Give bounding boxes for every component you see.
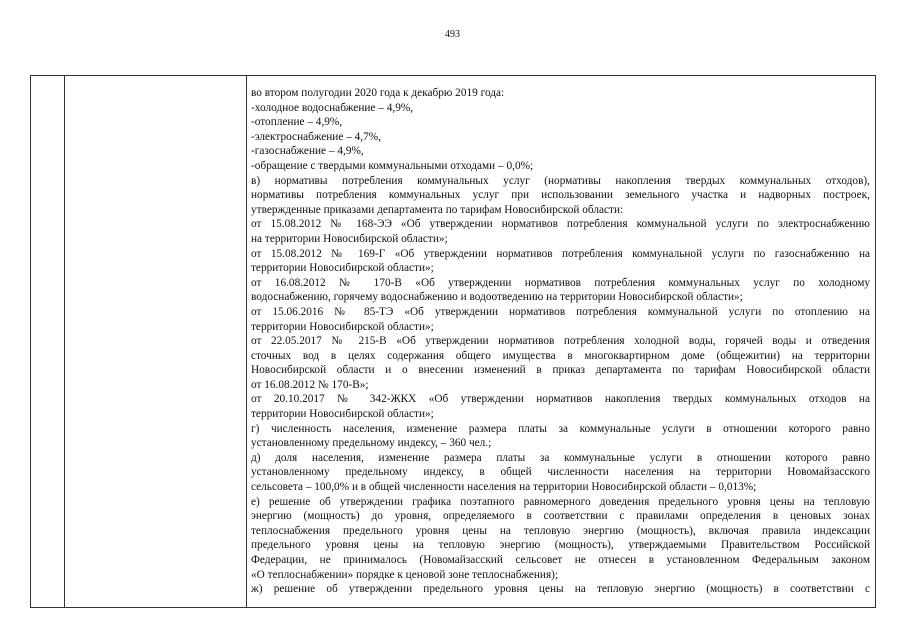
text-line: «О теплоснабжении» порядке к ценовой зоне теплоснабжения);	[251, 568, 559, 581]
text-line: сельсовета – 100,0% и в общей численности населения на территории Новосибирской области – 0,013%;	[251, 481, 757, 494]
text-line: территории Новосибирской области»;	[251, 320, 434, 333]
text-line: от 15.08.2012 № 168-ЭЭ «Об утверждении нормативов потребления коммунальной услуги по электроснабжению	[251, 218, 870, 231]
text-line: территории Новосибирской области»;	[251, 408, 434, 421]
text-line: -электроснабжение – 4,7%,	[251, 130, 382, 143]
column-divider-1	[64, 76, 65, 607]
text-line: Новосибирской области и о внесении изменений в приказ департамента по тарифам Новосибирской области	[251, 364, 870, 377]
text-line: -отопление – 4,9%,	[251, 116, 343, 129]
document-table	[30, 75, 876, 608]
text-line: г) численность населения, изменение размера платы за коммунальные услуги в отношении которого равно	[251, 422, 870, 435]
text-line: от 15.06.2016 № 85-ТЭ «Об утверждении нормативов потребления коммунальной услуги по отоплению на	[251, 305, 870, 318]
text-line: на территории Новосибирской области»;	[251, 232, 448, 245]
text-line: от 16.08.2012 № 170-В «Об утверждении нормативов потребления коммунальных услуг по холодному	[251, 276, 870, 289]
text-cell	[251, 86, 870, 607]
text-line: ж) решение об утверждении предельного уровня цены на тепловую энергию (мощность) в соответствии с	[251, 583, 870, 596]
text-line: во втором полугодии 2020 года к декабрю 2019 года:	[251, 87, 505, 99]
text-line: сточных вод в целях содержания общего имущества в многоквартирном доме (общежитии) на территории	[251, 349, 870, 362]
text-line: теплоснабжения предельного уровня цены на тепловую энергию (мощность), включая правила индексации	[251, 524, 870, 537]
text-line: е) решение об утверждении графика поэтапного равномерного доведения предельного уровня цены на тепловую	[251, 495, 870, 508]
text-line: предельного уровня цены на тепловую энергию (мощность), утверждаемыми Правительством Российской	[251, 539, 870, 552]
text-line: установленному предельному индексу, – 360 чел.;	[251, 437, 492, 450]
text-line: водоснабжению, горячему водоснабжению и водоотведению на территории Новосибирской области»;	[251, 291, 743, 304]
text-line: нормативы потребления коммунальных услуг при использовании земельного участка и надворных построек,	[251, 189, 870, 202]
page-number: 493	[445, 29, 460, 40]
text-line: -обращение с твердыми коммунальными отходами – 0,0%;	[251, 159, 534, 172]
text-line: от 16.08.2012 № 170-В»;	[251, 378, 369, 391]
text-line: -газоснабжение – 4,9%,	[251, 145, 364, 158]
text-line: д) доля населения, изменение размера платы за коммунальные услуги в отношении которого равно	[251, 451, 870, 464]
column-divider-2	[246, 76, 247, 607]
text-line: -холодное водоснабжение – 4,9%,	[251, 101, 414, 114]
text-line: утвержденные приказами департамента по тарифам Новосибирской области:	[251, 203, 624, 216]
text-line: в) нормативы потребления коммунальных услуг (нормативы накопления твердых коммунальных отходов),	[251, 174, 870, 187]
text-line: от 20.10.2017 № 342-ЖКХ «Об утверждении нормативов накопления твердых коммунальных отходов на	[251, 393, 870, 406]
text-line: установленному предельному индексу, в общей численности населения на территории Новомайзасского	[251, 466, 870, 479]
text-line: энергию (мощность) до уровня, определяемого в соответствии с правилами определения в ценовых зонах	[251, 510, 870, 523]
text-line: от 15.08.2012 № 169-Г «Об утверждении нормативов потребления коммунальной услуги по газоснабжению на	[251, 247, 870, 260]
text-line: от 22.05.2017 № 215-В «Об утверждении нормативов потребления холодной воды, горячей воды и отведения	[251, 335, 870, 348]
text-line: территории Новосибирской области»;	[251, 262, 434, 275]
text-line: Федерации, не принималось (Новомайзасский сельсовет не отнесен в установленном Федеральным законом	[251, 554, 870, 566]
